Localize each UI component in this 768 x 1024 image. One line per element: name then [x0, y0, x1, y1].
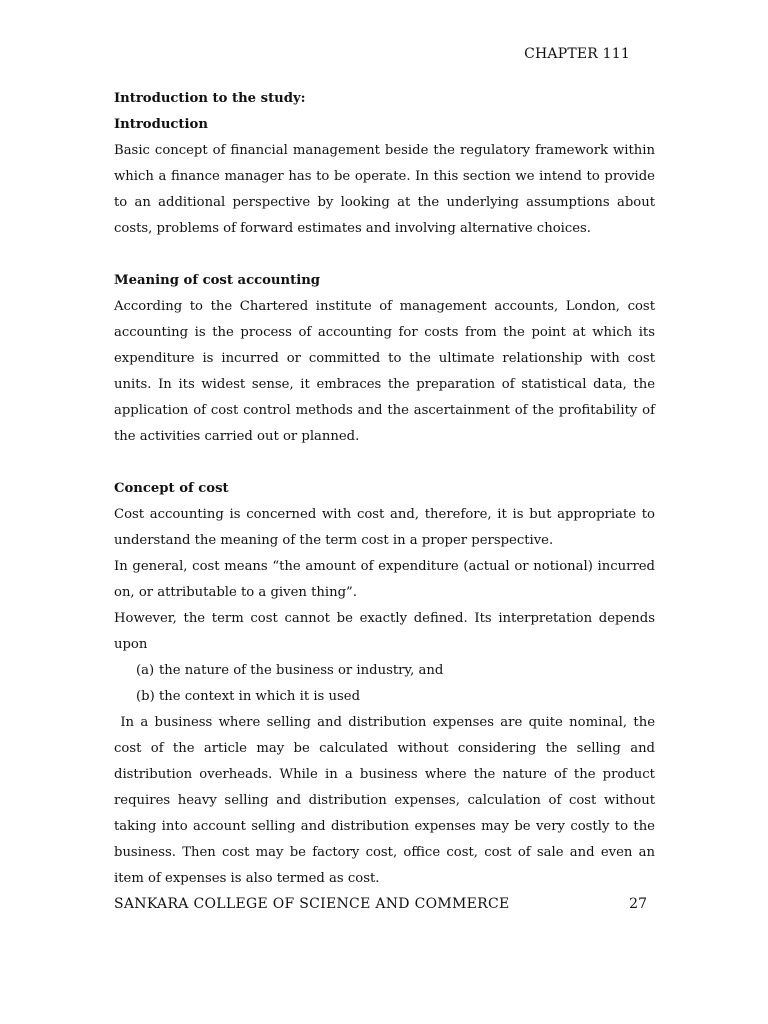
concept-paragraph-3: However, the term cost cannot be exactly defined. Its interpretation depends upon	[114, 611, 655, 652]
concept-paragraph-4: In a business where selling and distribution expenses are quite nominal, the cost of the article may be calculated without considering the selling and distribution overheads. While in a business where the nature of the product requires heavy selling and distribution expenses, calculation of cost without taking into account selling and distribution expenses may be very costly to the business. Then cost may be factory cost, office cost, cost of sale and even an item of expenses is also termed as cost.	[114, 715, 660, 886]
list-item-a	[114, 658, 655, 684]
intro-paragraph: Basic concept of financial management beside the regulatory framework within which a finance manager has to be operate. In this section we intend to provide to an additional perspective by looking at the underlying assumptions about costs, problems of forward estimates and involving alternative choices.	[114, 143, 655, 236]
intro-study-heading: Introduction to the study:	[114, 91, 306, 106]
intro-heading: Introduction	[114, 117, 208, 132]
list-marker-b: (b)	[136, 689, 155, 704]
footer-page-number: 27	[629, 896, 647, 912]
spacer	[114, 242, 655, 268]
list-marker-a: (a)	[136, 663, 155, 678]
concept-paragraph-1: Cost accounting is concerned with cost and, therefore, it is but appropriate to understand the meaning of the term cost in a proper perspective.	[114, 507, 655, 548]
meaning-paragraph: According to the Chartered institute of management accounts, London, cost accounting is the process of accounting for costs from the point at which its expenditure is incurred or committed to the ultimate relationship with cost units. In its widest sense, it embraces the preparation of statistical data, the application of cost control methods and the ascertainment of the profitability of the activities carried out or planned.	[114, 299, 655, 444]
list-text-b: the context in which it is used	[159, 689, 361, 704]
list-text-a: the nature of the business or industry, and	[159, 663, 444, 678]
footer-college-name: SANKARA COLLEGE OF SCIENCE AND COMMERCE	[114, 896, 510, 912]
page-content	[114, 86, 660, 892]
concept-paragraph-2: In general, cost means “the amount of expenditure (actual or notional) incurred on, or attributable to a given thing”.	[114, 559, 655, 600]
chapter-label: CHAPTER 111	[524, 46, 630, 62]
concept-heading: Concept of cost	[114, 481, 229, 496]
meaning-heading: Meaning of cost accounting	[114, 273, 321, 288]
list-item-b	[114, 684, 655, 710]
spacer	[114, 450, 655, 476]
